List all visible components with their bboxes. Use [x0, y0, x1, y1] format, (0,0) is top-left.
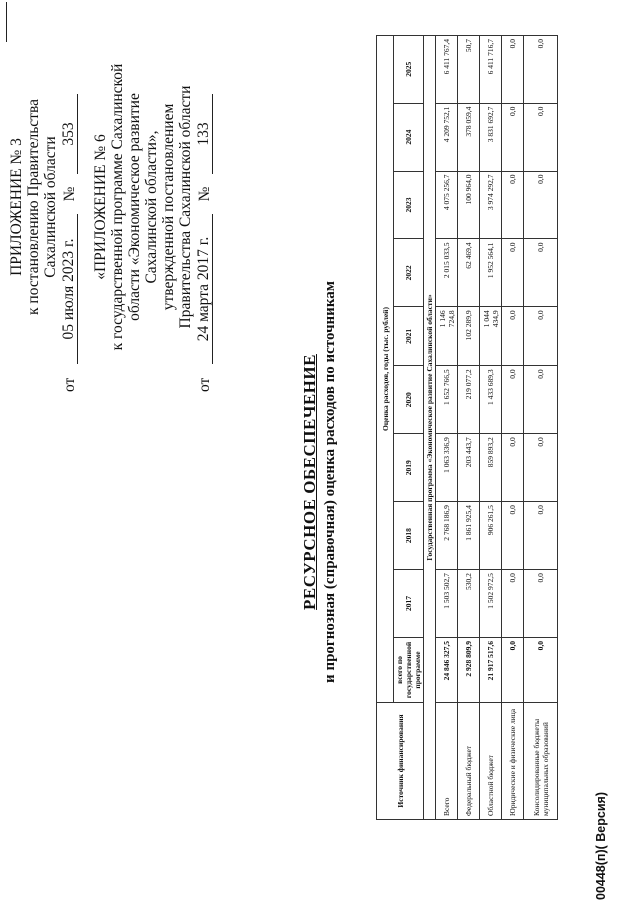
- prior-no-label: №: [196, 186, 213, 202]
- row-value: 1 861 925,4: [458, 502, 480, 570]
- row-value: 219 077,2: [458, 366, 480, 434]
- row-value: 1 044 434,9: [480, 307, 502, 366]
- table-body: [424, 36, 558, 820]
- year-header: 2019: [394, 434, 424, 502]
- year-header: 2025: [394, 36, 424, 104]
- appendix-date: 05 июля 2023 г.: [60, 214, 78, 364]
- year-header: 2018: [394, 502, 424, 570]
- row-value: 0,0: [524, 36, 558, 104]
- row-value: 1 652 766,5: [436, 366, 458, 434]
- document-heading: [300, 202, 339, 762]
- row-value: 530,2: [458, 570, 480, 638]
- appendix-date-row: [60, 22, 78, 392]
- year-header: 2020: [394, 366, 424, 434]
- row-total: 0,0: [502, 638, 524, 703]
- prior-title: «ПРИЛОЖЕНИЕ № 6: [92, 134, 109, 280]
- appendix-block: [8, 22, 213, 392]
- footer-code: 00448(п)( Версия): [594, 792, 608, 900]
- row-value: 0,0: [502, 434, 524, 502]
- row-value: 1 063 336,9: [436, 434, 458, 502]
- appendix-no-label: №: [61, 186, 78, 202]
- table-row: [502, 36, 524, 820]
- row-value: 4 209 752,1: [436, 103, 458, 171]
- appendix-line-2: Сахалинской области: [42, 136, 59, 278]
- row-value: 100 964,0: [458, 171, 480, 239]
- prior-line-1: к государственной программе Сахалинской: [109, 63, 126, 351]
- prior-number: 133: [195, 94, 213, 174]
- row-value: 3 974 292,7: [480, 171, 502, 239]
- col-source-header: Источник финансирования: [377, 703, 424, 820]
- table-row: [458, 36, 480, 820]
- row-value: 62 469,4: [458, 239, 480, 307]
- table-row: [480, 36, 502, 820]
- row-value: 0,0: [502, 239, 524, 307]
- row-value: 1 433 689,3: [480, 366, 502, 434]
- row-value: 3 831 692,7: [480, 103, 502, 171]
- table-row: [524, 36, 558, 820]
- row-value: 0,0: [502, 103, 524, 171]
- row-value: 50,7: [458, 36, 480, 104]
- row-value: 0,0: [524, 570, 558, 638]
- appendix-line-1: к постановлению Правительства: [25, 99, 42, 315]
- prior-date: 24 марта 2017 г.: [195, 214, 213, 364]
- table-row: [436, 36, 458, 820]
- row-value: 0,0: [502, 307, 524, 366]
- heading-line-2: и прогнозная (справочная) оценка расходов по источникам: [322, 281, 338, 683]
- prior-line-3: Сахалинской области»,: [143, 130, 160, 284]
- row-value: 0,0: [502, 36, 524, 104]
- row-value: 2 768 186,9: [436, 502, 458, 570]
- row-value: 1 503 502,7: [436, 570, 458, 638]
- row-value: 4 075 256,7: [436, 171, 458, 239]
- heading-line-1: РЕСУРСНОЕ ОБЕСПЕЧЕНИЕ: [300, 354, 319, 610]
- row-source: Юридические и физические лица: [502, 703, 524, 820]
- prior-line-5: Правительства Сахалинской области: [177, 85, 194, 329]
- row-source: Федеральный бюджет: [458, 703, 480, 820]
- row-value: 0,0: [524, 103, 558, 171]
- row-value: 0,0: [524, 307, 558, 366]
- row-source: Консолидированные бюджеты муниципальных образований: [524, 703, 558, 820]
- row-value: 0,0: [502, 502, 524, 570]
- row-source: Областной бюджет: [480, 703, 502, 820]
- col-total-header: всего по государственной программе: [394, 638, 424, 703]
- row-value: 102 289,9: [458, 307, 480, 366]
- prior-date-row: [195, 22, 213, 392]
- row-source: Всего: [436, 703, 458, 820]
- row-value: 0,0: [524, 171, 558, 239]
- row-value: 1 146 724,8: [436, 307, 458, 366]
- prior-line-4: утвержденной постановлением: [160, 103, 177, 311]
- program-row: Государственная программа «Экономическое развитие Сахалинской области»: [424, 36, 436, 820]
- row-value: 0,0: [502, 171, 524, 239]
- funding-table: [376, 35, 558, 820]
- appendix-from-label: от: [61, 377, 78, 392]
- year-header: 2022: [394, 239, 424, 307]
- year-header-row: [394, 36, 424, 820]
- row-value: 0,0: [524, 366, 558, 434]
- corner-rule: [6, 2, 7, 42]
- appendix-title: ПРИЛОЖЕНИЕ № 3: [8, 138, 25, 276]
- row-total: 21 917 517,6: [480, 638, 502, 703]
- row-total: 0,0: [524, 638, 558, 703]
- year-header: 2024: [394, 103, 424, 171]
- row-value: 0,0: [502, 366, 524, 434]
- row-value: 378 059,4: [458, 103, 480, 171]
- prior-line-2: области «Экономическое развитие: [126, 93, 143, 321]
- row-value: 0,0: [524, 502, 558, 570]
- row-value: 0,0: [502, 570, 524, 638]
- row-value: 2 015 033,5: [436, 239, 458, 307]
- row-value: 1 952 564,1: [480, 239, 502, 307]
- prior-from-label: от: [196, 377, 213, 392]
- year-header: 2017: [394, 570, 424, 638]
- row-value: 6 411 716,7: [480, 36, 502, 104]
- group-header: Оценка расходов, годы (тыс. рублей): [377, 36, 394, 703]
- row-value: 906 261,5: [480, 502, 502, 570]
- row-value: 859 893,2: [480, 434, 502, 502]
- row-value: 0,0: [524, 239, 558, 307]
- year-header: 2023: [394, 171, 424, 239]
- row-value: 0,0: [524, 434, 558, 502]
- row-total: 2 928 809,9: [458, 638, 480, 703]
- row-value: 1 502 972,5: [480, 570, 502, 638]
- row-total: 24 846 327,5: [436, 638, 458, 703]
- appendix-number: 353: [60, 94, 78, 174]
- year-header: 2021: [394, 307, 424, 366]
- row-value: 6 411 767,4: [436, 36, 458, 104]
- row-value: 203 443,7: [458, 434, 480, 502]
